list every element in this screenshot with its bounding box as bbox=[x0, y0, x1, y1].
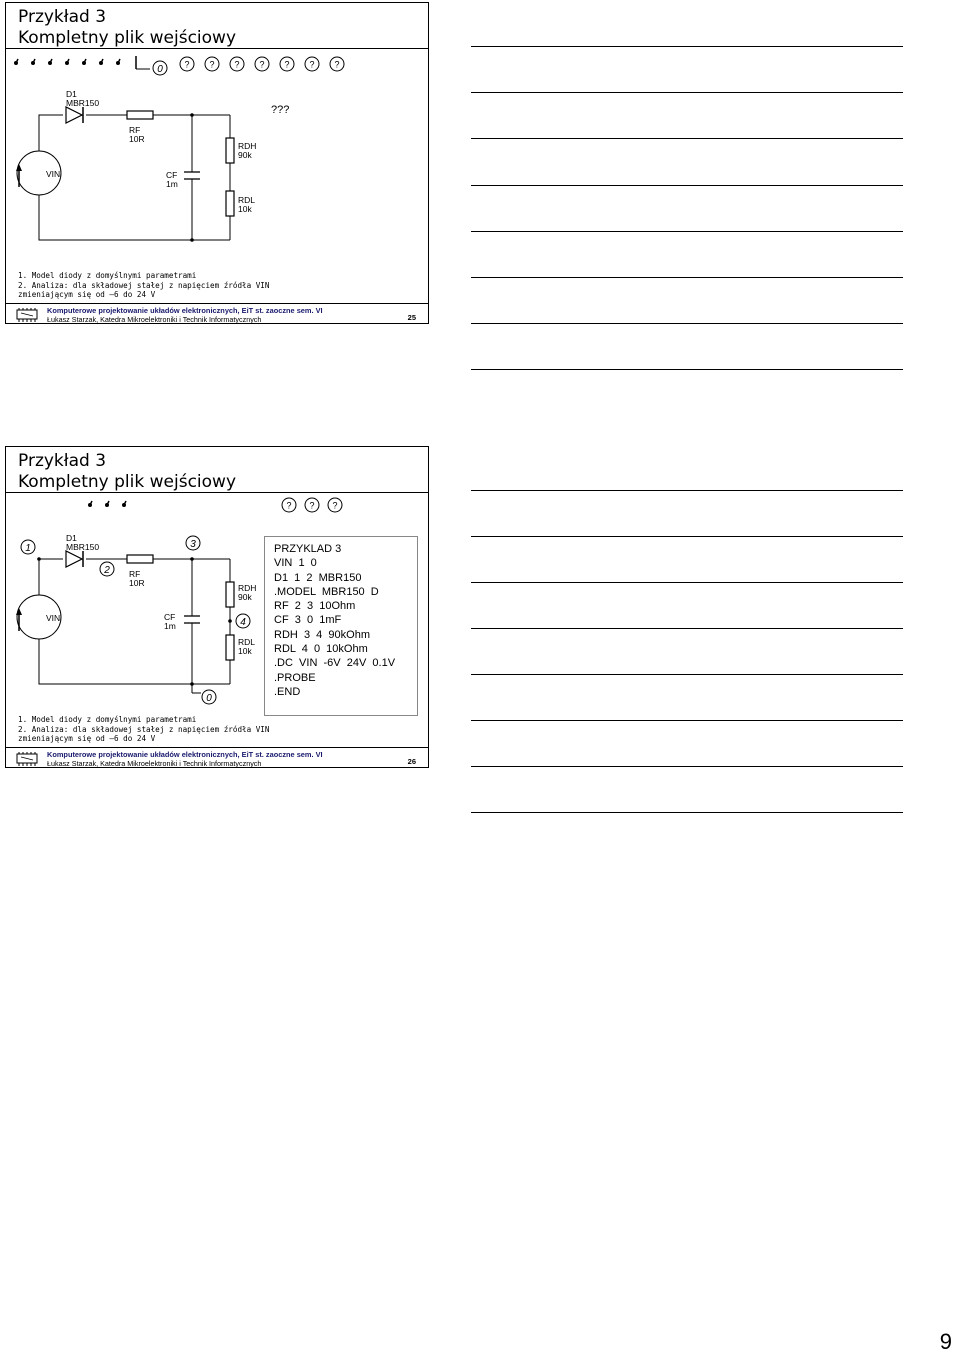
junction-dot bbox=[190, 682, 194, 686]
slide-title bbox=[6, 3, 428, 49]
note-rule-line bbox=[471, 277, 903, 278]
resistor-rdh-symbol bbox=[226, 138, 234, 163]
netlist-line: VIN 1 0 bbox=[274, 557, 317, 570]
note-rule-line bbox=[471, 582, 903, 583]
d1-name-label: D1 bbox=[66, 533, 77, 543]
note-rule-line bbox=[471, 674, 903, 675]
ground-tool-icon bbox=[136, 56, 150, 69]
resistor-rf-symbol bbox=[127, 555, 153, 563]
netlist-line: .DC VIN -6V 24V 0.1V bbox=[274, 657, 396, 670]
vin-name-label: VIN bbox=[46, 169, 61, 179]
d1-model-label: MBR150 bbox=[66, 542, 100, 552]
query-icons bbox=[282, 498, 342, 512]
note-rule-line bbox=[471, 323, 903, 324]
rf-name-label: RF bbox=[129, 125, 141, 135]
placement-tool-icon bbox=[48, 59, 52, 65]
resistor-rdl-symbol bbox=[226, 191, 234, 216]
netlist-box bbox=[264, 536, 418, 716]
chip-logo-icon bbox=[14, 308, 40, 322]
slide-title-line2: Kompletny plik wejściowy bbox=[18, 472, 237, 492]
note-rule-line bbox=[471, 46, 903, 47]
rdh-name-label: RDH bbox=[238, 141, 257, 151]
unknown-result-label: ??? bbox=[271, 104, 290, 116]
note-rule-line bbox=[471, 231, 903, 232]
netlist-line: .END bbox=[274, 685, 301, 698]
note-line: zmieniającym się od –6 do 24 V bbox=[18, 290, 156, 300]
placement-tool-icon bbox=[99, 59, 103, 65]
circuit-diagram bbox=[6, 49, 427, 271]
query-mark: ? bbox=[309, 500, 315, 511]
rdl-name-label: RDL bbox=[238, 637, 256, 647]
query-icons bbox=[180, 57, 344, 71]
cf-value-label: 1m bbox=[164, 621, 176, 631]
svg-text:2: 2 bbox=[104, 565, 110, 576]
rdh-value-label: 90k bbox=[238, 150, 252, 160]
placement-tool-icon bbox=[82, 59, 86, 65]
rdh-value-label: 90k bbox=[238, 592, 252, 602]
d1-name-label: D1 bbox=[66, 89, 77, 99]
placement-tool-icon bbox=[122, 501, 126, 507]
svg-text:3: 3 bbox=[190, 539, 196, 550]
resistor-rdh-symbol bbox=[226, 582, 234, 607]
toolbar-icons bbox=[14, 56, 344, 75]
note-rule-line bbox=[471, 138, 903, 139]
note-rule-line bbox=[471, 766, 903, 767]
note-rule-line bbox=[471, 185, 903, 186]
node-marker-0 bbox=[202, 690, 216, 704]
note-rule-line bbox=[471, 490, 903, 491]
svg-text:4: 4 bbox=[240, 617, 246, 628]
query-mark: ? bbox=[259, 59, 265, 70]
netlist-line: .MODEL MBR150 D bbox=[274, 585, 379, 598]
slide-25 bbox=[5, 2, 429, 324]
footer-course: Komputerowe projektowanie układów elektronicznych, EiT st. zaoczne sem. VI bbox=[47, 306, 323, 315]
note-line: zmieniającym się od –6 do 24 V bbox=[18, 734, 156, 744]
toolbar-icons bbox=[88, 498, 342, 512]
note-rule-line bbox=[471, 720, 903, 721]
slide-title-line2: Kompletny plik wejściowy bbox=[18, 28, 237, 48]
netlist-line: CF 3 0 1mF bbox=[274, 614, 342, 627]
footer-author: Łukasz Starzak, Katedra Mikroelektroniki i Technik Informatycznych bbox=[47, 759, 262, 768]
placement-tool-icon bbox=[88, 501, 92, 507]
note-line: 2. Analiza: dla składowej stałej z napięciem źródła VIN bbox=[18, 724, 270, 734]
capacitor-cf-symbol bbox=[184, 172, 200, 179]
netlist-line: RDH 3 4 90kOhm bbox=[274, 628, 370, 641]
node-marker-3 bbox=[186, 536, 200, 550]
footer-author: Łukasz Starzak, Katedra Mikroelektroniki i Technik Informatycznych bbox=[47, 315, 262, 324]
netlist-line: PRZYKLAD 3 bbox=[274, 543, 342, 555]
junction-dot bbox=[190, 113, 194, 117]
note-line: 2. Analiza: dla składowej stałej z napięciem źródła VIN bbox=[18, 280, 270, 290]
rf-value-label: 10R bbox=[129, 134, 145, 144]
chip-logo-icon bbox=[14, 752, 40, 766]
query-mark: ? bbox=[284, 59, 290, 70]
placement-tool-icon bbox=[65, 59, 69, 65]
note-rule-line bbox=[471, 536, 903, 537]
slide-title-line1: Przykład 3 bbox=[18, 7, 107, 27]
ground-node-label: 0 bbox=[157, 64, 163, 75]
diode-d1-symbol bbox=[66, 107, 83, 123]
note-rule-line bbox=[471, 628, 903, 629]
diode-d1-symbol bbox=[66, 551, 83, 567]
slide-title bbox=[6, 447, 428, 493]
rdh-name-label: RDH bbox=[238, 583, 257, 593]
junction-dot bbox=[37, 557, 41, 561]
netlist-line: D1 1 2 MBR150 bbox=[274, 571, 362, 584]
note-rule-line bbox=[471, 812, 903, 813]
rdl-value-label: 10k bbox=[238, 646, 252, 656]
placement-tool-icon bbox=[31, 59, 35, 65]
note-rule-line bbox=[471, 369, 903, 370]
query-mark: ? bbox=[309, 59, 315, 70]
document-page-number: 9 bbox=[939, 1329, 952, 1354]
svg-text:0: 0 bbox=[206, 693, 212, 704]
slide-notes bbox=[18, 715, 418, 744]
rdl-value-label: 10k bbox=[238, 204, 252, 214]
slide-notes bbox=[18, 271, 418, 300]
junction-dot bbox=[228, 619, 232, 623]
d1-model-label: MBR150 bbox=[66, 98, 100, 108]
netlist-line: .PROBE bbox=[274, 671, 316, 684]
note-line: 1. Model diody z domyślnymi parametrami bbox=[18, 715, 197, 724]
query-mark: ? bbox=[332, 500, 338, 511]
junction-dot bbox=[190, 238, 194, 242]
cf-value-label: 1m bbox=[166, 179, 178, 189]
slide-26 bbox=[5, 446, 429, 768]
svg-text:1: 1 bbox=[25, 543, 31, 554]
note-line: 1. Model diody z domyślnymi parametrami bbox=[18, 271, 197, 280]
slide-number: 25 bbox=[407, 313, 416, 322]
netlist-line: RF 2 3 10Ohm bbox=[274, 600, 356, 613]
node-marker-4 bbox=[236, 614, 250, 628]
capacitor-cf-symbol bbox=[184, 616, 200, 623]
slide-number: 26 bbox=[407, 757, 416, 766]
netlist-line: RDL 4 0 10kOhm bbox=[274, 643, 368, 656]
query-mark: ? bbox=[234, 59, 240, 70]
placement-tool-icon bbox=[105, 501, 109, 507]
resistor-rf-symbol bbox=[127, 111, 153, 119]
rf-value-label: 10R bbox=[129, 578, 145, 588]
cf-name-label: CF bbox=[164, 612, 176, 622]
footer-course: Komputerowe projektowanie układów elektronicznych, EiT st. zaoczne sem. VI bbox=[47, 750, 323, 759]
query-mark: ? bbox=[286, 500, 292, 511]
query-mark: ? bbox=[209, 59, 215, 70]
rf-name-label: RF bbox=[129, 569, 141, 579]
slide-footer bbox=[6, 747, 428, 768]
query-mark: ? bbox=[334, 59, 340, 70]
node-marker-1 bbox=[21, 540, 35, 554]
query-mark: ? bbox=[184, 59, 190, 70]
junction-dot bbox=[190, 557, 194, 561]
node-marker-2 bbox=[100, 562, 114, 576]
placement-tool-icon bbox=[116, 59, 120, 65]
rdl-name-label: RDL bbox=[238, 195, 256, 205]
placement-tool-icon bbox=[14, 59, 18, 65]
slide-footer bbox=[6, 303, 428, 324]
resistor-rdl-symbol bbox=[226, 635, 234, 660]
cf-name-label: CF bbox=[166, 170, 178, 180]
slide-title-line1: Przykład 3 bbox=[18, 451, 107, 471]
vin-name-label: VIN bbox=[46, 613, 61, 623]
note-rule-line bbox=[471, 92, 903, 93]
